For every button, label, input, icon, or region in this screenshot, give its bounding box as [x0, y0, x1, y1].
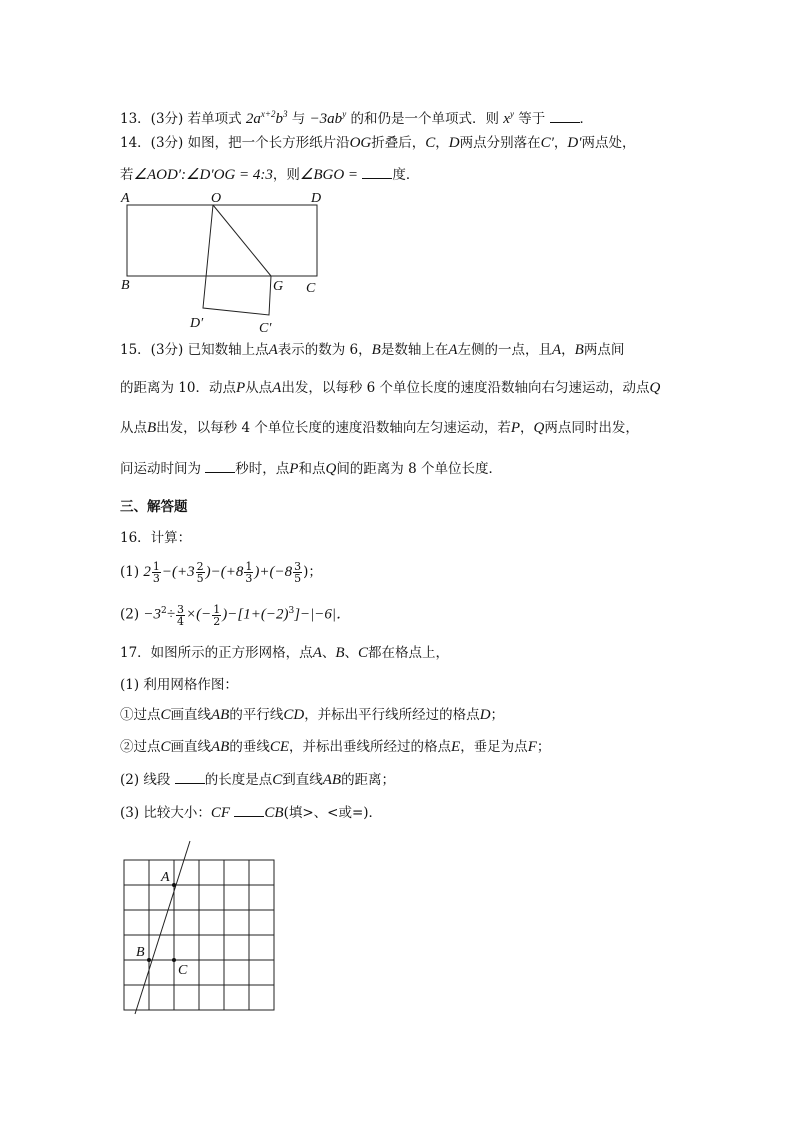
- q17-part3: (3) 比较大小：CF CB(填>、<或=)．: [120, 802, 382, 823]
- answer-blank: [362, 164, 392, 179]
- q13-lead: 13．(3分) 若单项式: [120, 111, 242, 127]
- answer-blank: [205, 458, 235, 473]
- q16-part2: $(2) -3^2\div$ $\frac{3}{4}$ ×(− $\frac{1}{2}$ )$-[1+(-2)^3]-|-6|$．: [120, 602, 352, 628]
- square-grid: [124, 860, 274, 1010]
- label-A: A: [121, 191, 130, 206]
- label-B: B: [136, 945, 145, 960]
- q17-step1: ①过点C画直线AB的平行线CD，并标出平行线所经过的格点D；: [120, 707, 505, 723]
- point-C: [172, 958, 176, 962]
- label-C: C: [178, 963, 188, 978]
- q14-line2: 若∠AOD′:∠D′OG = 4:3，则∠BGO = 度．: [120, 164, 419, 185]
- q13-mono1: $2a^{x+2}b^3$: [245, 109, 288, 127]
- label-D-prime: D′: [190, 316, 204, 331]
- q17-part2: (2) 线段 的长度是点C到直线AB的距离；: [120, 769, 395, 790]
- answer-blank: [175, 769, 205, 784]
- label-O: O: [211, 191, 222, 206]
- section-heading: 三、解答题: [120, 499, 188, 515]
- label-G: G: [273, 279, 284, 294]
- q17-grid-figure: [118, 838, 283, 1018]
- fold-line-og: [213, 205, 271, 276]
- line-AB: [135, 841, 190, 1014]
- answer-blank: [234, 802, 264, 817]
- label-D: D: [311, 191, 322, 206]
- q15-line2: 的距离为 10．动点P从点A出发，以每秒 6 个单位长度的速度沿数轴向右匀速运动，动点Q: [120, 380, 661, 396]
- point-B: [147, 958, 151, 962]
- point-A: [172, 883, 176, 887]
- folded-part: [203, 205, 271, 315]
- answer-blank: [550, 108, 580, 123]
- label-A: A: [161, 870, 170, 885]
- q15-line1: 15．(3分) 已知数轴上点A表示的数为 6，B是数轴上在A左侧的一点，且A，B两点间: [120, 342, 625, 358]
- q16-part1: (1) 2 $\frac{1}{3}$ −(+3 $\frac{2}{5}$ )−(+8 $\frac{1}{3}$ )+(−8 $\frac{3}{5}$ )；: [120, 560, 322, 585]
- q17-step2: ②过点C画直线AB的垂线CE，并标出垂线所经过的格点E，垂足为点F；: [120, 739, 551, 755]
- q16-title: 16．计算：: [120, 530, 192, 546]
- q13-mono2: $-3ab^y$: [309, 109, 347, 127]
- q13-line: 13．(3分) 若单项式 $2a^{x+2}b^3$ 与 $-3ab^y$ 的和仍是一个单项式．则 $x^y$ 等于 ．: [120, 109, 594, 127]
- label-C: C: [306, 281, 316, 296]
- label-B: B: [121, 278, 130, 293]
- label-C-prime: C′: [259, 321, 272, 336]
- q14-fold-figure: [115, 188, 335, 338]
- q14-line1: 14．(3分) 如图，把一个长方形纸片沿OG折叠后，C，D两点分别落在C′，D′两点处，: [120, 135, 636, 151]
- q17-part1: (1) 利用网格作图：: [120, 677, 238, 693]
- q17-title: 17．如图所示的正方形网格，点A、B、C都在格点上，: [120, 645, 450, 661]
- q15-line4: 问运动时间为 秒时，点P和点Q间的距离为 8 个单位长度．: [120, 458, 502, 479]
- q15-line3: 从点B出发，以每秒 4 个单位长度的速度沿数轴向左匀速运动，若P，Q两点同时出发，: [120, 420, 639, 436]
